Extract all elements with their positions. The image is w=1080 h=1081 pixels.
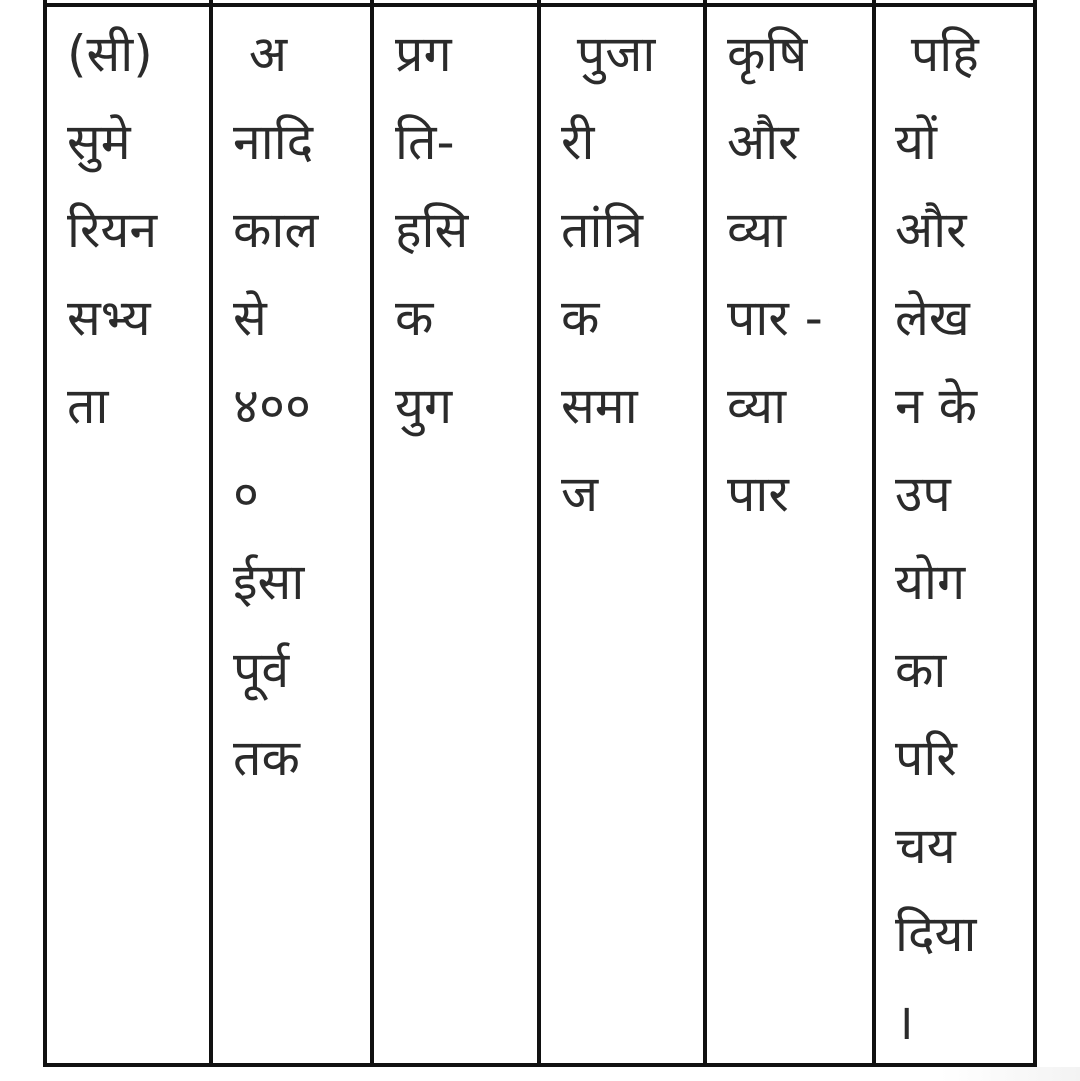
cell-line: उप [895, 465, 951, 523]
cell-line: तांत्रि [561, 201, 643, 259]
cell-economy [727, 10, 871, 1059]
column-divider [370, 0, 374, 1067]
cell-line: कृषि [727, 25, 808, 83]
cell-line: सभ्य [67, 289, 151, 347]
cell-line: क [561, 289, 600, 347]
table-bottom-border [43, 1063, 1037, 1067]
cell-line: लेख [895, 289, 970, 347]
cell-line: व्या [727, 201, 787, 259]
cell-age [395, 10, 535, 1059]
cell-line: यों [895, 113, 937, 171]
column-divider [872, 0, 876, 1067]
cell-line: और [895, 201, 967, 259]
cell-line: (सी) [67, 25, 153, 83]
cell-line: ० [233, 465, 259, 523]
cell-line: दिया [895, 905, 977, 963]
table-right-border [1033, 0, 1037, 1067]
column-divider [537, 0, 541, 1067]
column-divider [703, 0, 707, 1067]
history-table [43, 0, 1037, 1067]
cell-line: क [395, 289, 434, 347]
cell-line: नादि [233, 113, 314, 171]
cell-line: ४०० [233, 377, 311, 435]
cell-line: पहि [895, 25, 979, 83]
cell-line: पार - [727, 289, 823, 347]
cell-line: ता [67, 377, 109, 435]
cell-line: पूर्व [233, 641, 290, 699]
cell-line: अ [233, 25, 288, 83]
cell-line: तक [233, 729, 300, 787]
cell-line: और [727, 113, 799, 171]
cell-line: ज [561, 465, 599, 523]
column-divider [209, 0, 213, 1067]
cell-contribution [895, 10, 1031, 1059]
cell-line: ईसा [233, 553, 305, 611]
cell-line: पार [727, 465, 789, 523]
cell-civilization [67, 10, 207, 1059]
cell-line: का [895, 641, 947, 699]
cell-line: समा [561, 377, 638, 435]
cell-line: हसि [395, 201, 469, 259]
cell-line: पुजा [561, 25, 656, 83]
cell-line: युग [395, 377, 453, 435]
cell-line: से [233, 289, 267, 347]
cell-line: ति- [395, 113, 455, 171]
cell-line: व्या [727, 377, 787, 435]
cell-society [561, 10, 701, 1059]
table-left-border [43, 0, 47, 1067]
cell-line: री [561, 113, 595, 171]
cell-line: रियन [67, 201, 158, 259]
cell-line: न के [895, 377, 978, 435]
page-shading [940, 1067, 1080, 1081]
cell-line: योग [895, 553, 966, 611]
cell-line: काल [233, 201, 319, 259]
cell-line: प्रग [395, 25, 452, 83]
cell-line: सुमे [67, 113, 131, 171]
cell-period [233, 10, 369, 1059]
cell-line: चय [895, 817, 956, 875]
cell-line: परि [895, 729, 957, 787]
cell-line: । [895, 993, 914, 1051]
